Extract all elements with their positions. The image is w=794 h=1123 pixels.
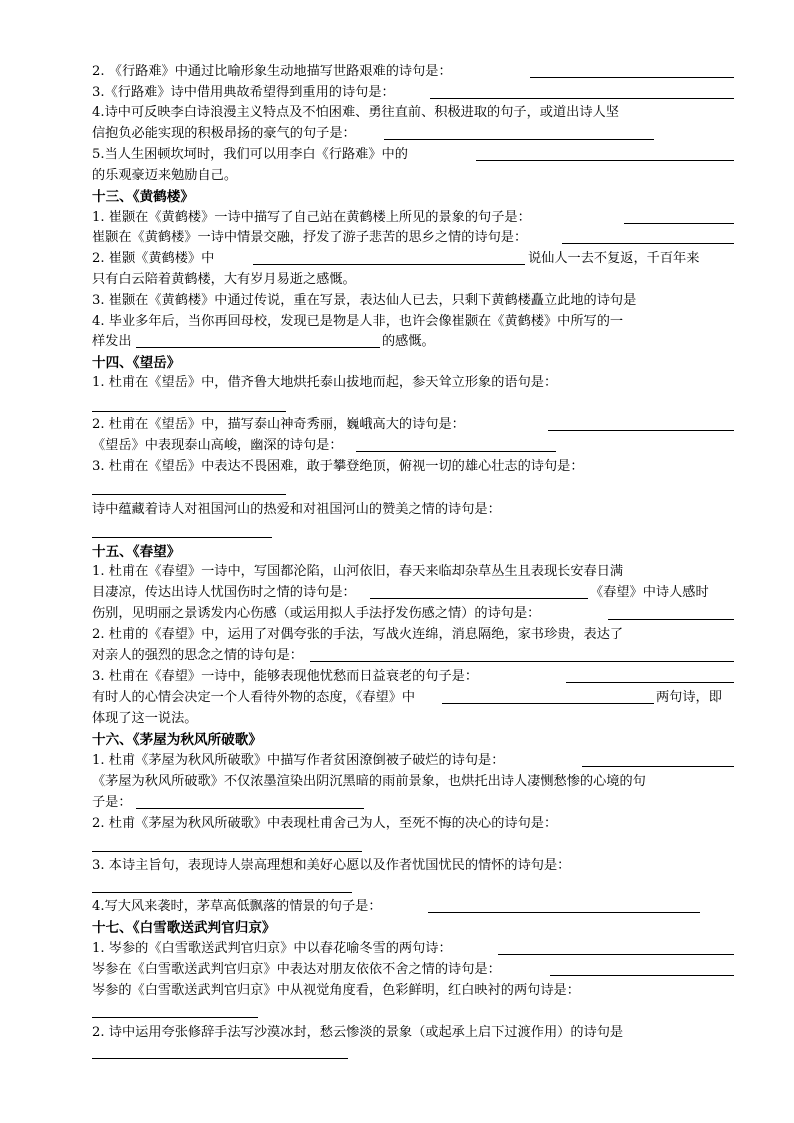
answer-blank[interactable] xyxy=(92,493,286,495)
question-text: 目凄凉，传达出诗人忧国伤时之情的诗句是： xyxy=(92,585,356,600)
question-text: 2. 杜甫的《春望》中，运用了对偶夸张的手法，写战火连绵，消息隔绝，家书珍贵，表达了 xyxy=(92,627,624,642)
answer-blank[interactable] xyxy=(548,429,734,431)
question-text: 2. 诗中运用夸张修辞手法写沙漠冰封，愁云惨淡的景象（或起承上启下过渡作用）的诗句是 xyxy=(92,1025,624,1040)
question-text: 3. 本诗主旨句，表现诗人崇高理想和美好心愿以及作者忧国忧民的情怀的诗句是： xyxy=(92,858,571,873)
question-line xyxy=(92,604,734,624)
question-line xyxy=(92,83,734,103)
answer-blank[interactable] xyxy=(430,97,734,99)
section-title: 十四、《望岳》 xyxy=(92,355,181,371)
question-text: 两句诗，即 xyxy=(656,690,722,705)
question-text: 2. 崔颢《黄鹤楼》中 xyxy=(92,251,215,266)
question-line xyxy=(92,415,734,435)
question-line xyxy=(92,208,734,228)
question-text: 的感慨。 xyxy=(382,334,435,349)
question-line xyxy=(92,62,734,82)
question-line xyxy=(92,103,734,123)
question-text: 3. 杜甫在《春望》一诗中，能够表现他忧愁而日益衰老的句子是： xyxy=(92,669,479,684)
question-text: 子是： xyxy=(92,795,132,810)
question-text: 3.《行路难》诗中借用典故希望得到重用的诗句是： xyxy=(92,85,395,100)
question-line xyxy=(382,332,582,352)
question-line xyxy=(92,939,734,959)
question-line xyxy=(92,500,734,520)
question-line xyxy=(92,457,734,477)
question-line xyxy=(92,291,734,311)
question-text: 《茅屋为秋风所破歌》不仅浓墨渲染出阴沉黑暗的雨前景象，也烘托出诗人凄恻愁惨的心境的句 xyxy=(92,774,646,789)
answer-blank[interactable] xyxy=(428,911,700,913)
question-text: 体现了这一说法。 xyxy=(92,711,198,726)
answer-blank[interactable] xyxy=(356,450,556,452)
question-line xyxy=(92,897,734,917)
question-text: 的乐观豪迈来勉励自己。 xyxy=(92,168,238,183)
section-heading xyxy=(92,187,734,207)
question-text: 1. 杜甫在《春望》一诗中，写国都沦陷，山河依旧，春天来临却杂草丛生且表现长安春日满 xyxy=(92,564,624,579)
section-title: 十三、《黄鹤楼》 xyxy=(92,189,194,205)
question-text: 岑参的《白雪歌送武判官归京》中从视觉角度看，色彩鲜明，红白映衬的两句诗是： xyxy=(92,983,580,998)
question-line xyxy=(92,814,734,834)
question-text: 只有白云陪着黄鹤楼，大有岁月易逝之感慨。 xyxy=(92,272,356,287)
question-text: 《春望》中诗人感时 xyxy=(590,585,709,600)
section-heading xyxy=(92,353,734,373)
question-text: 4.写大风来袭时，茅草高低飘落的情景的句子是： xyxy=(92,899,382,914)
section-heading xyxy=(92,542,734,562)
question-text: 岑参在《白雪歌送武判官归京》中表达对朋友依依不舍之情的诗句是： xyxy=(92,962,501,977)
section-heading xyxy=(92,918,734,938)
answer-blank[interactable] xyxy=(92,536,272,538)
question-text: 有时人的心情会决定一个人看待外物的态度，《春望》中 xyxy=(92,690,416,705)
question-text: 1. 岑参的《白雪歌送武判官归京》中以春花喻冬雪的两句诗： xyxy=(92,941,452,956)
question-line xyxy=(92,709,734,729)
question-line xyxy=(92,960,734,980)
question-text: 《望岳》中表现泰山高峻，幽深的诗句是： xyxy=(92,438,343,453)
answer-blank[interactable] xyxy=(92,891,352,893)
question-line xyxy=(92,270,734,290)
question-line xyxy=(92,145,734,165)
answer-blank[interactable] xyxy=(498,953,734,955)
answer-blank[interactable] xyxy=(253,263,525,265)
question-text: 崔颢在《黄鹤楼》一诗中情景交融，抒发了游子悲苦的思乡之情的诗句是： xyxy=(92,230,528,245)
section-title: 十七、《白雪歌送武判官归京》 xyxy=(92,920,276,936)
answer-blank[interactable] xyxy=(476,159,734,161)
answer-blank[interactable] xyxy=(92,850,362,852)
question-line xyxy=(92,373,734,393)
answer-blank[interactable] xyxy=(442,702,654,704)
answer-blank[interactable] xyxy=(582,765,734,767)
answer-blank[interactable] xyxy=(92,1057,348,1059)
question-line xyxy=(92,856,734,876)
question-text: 诗中蕴藏着诗人对祖国河山的热爱和对祖国河山的赞美之情的诗句是： xyxy=(92,502,501,517)
question-text: 说仙人一去不复返，千百年来 xyxy=(528,251,700,266)
question-line xyxy=(92,646,734,666)
answer-blank[interactable] xyxy=(136,346,380,348)
question-line xyxy=(92,166,734,186)
question-line xyxy=(92,124,734,144)
question-line xyxy=(92,667,734,687)
answer-blank[interactable] xyxy=(92,1016,258,1018)
question-line xyxy=(92,688,734,708)
question-line xyxy=(92,981,734,1001)
question-text: 伤别，见明丽之景诱发内心伤感（或运用拟人手法抒发伤感之情）的诗句是： xyxy=(92,606,541,621)
question-line xyxy=(92,625,734,645)
answer-blank[interactable] xyxy=(370,597,588,599)
answer-blank[interactable] xyxy=(530,76,734,78)
section-heading xyxy=(92,730,734,750)
question-line xyxy=(92,312,734,332)
question-text: 1. 杜甫在《望岳》中，借齐鲁大地烘托泰山拔地而起，参天耸立形象的语句是： xyxy=(92,375,558,390)
question-text: 3. 崔颢在《黄鹤楼》中通过传说，重在写景，表达仙人已去，只剩下黄鹤楼矗立此地的诗句是 xyxy=(92,293,637,308)
question-text: 信抱负必能实现的积极昂扬的豪气的句子是： xyxy=(92,126,356,141)
question-text: 2. 杜甫在《望岳》中，描写泰山神奇秀丽，巍峨高大的诗句是： xyxy=(92,417,465,432)
question-line xyxy=(92,562,734,582)
question-line xyxy=(92,751,734,771)
question-text: 4.诗中可反映李白诗浪漫主义特点及不怕困难、勇往直前、积极进取的句子，或道出诗人坚 xyxy=(92,105,619,120)
question-line xyxy=(92,436,734,456)
question-text: 3. 杜甫在《望岳》中表达不畏困难，敢于攀登绝顶，俯视一切的雄心壮志的诗句是： xyxy=(92,459,584,474)
answer-blank[interactable] xyxy=(310,660,734,662)
question-text: 2. 《行路难》中通过比喻形象生动地描写世路艰难的诗句是： xyxy=(92,64,452,79)
answer-blank[interactable] xyxy=(566,681,734,683)
question-line xyxy=(528,249,734,269)
question-text: 5.当人生困顿坎坷时，我们可以用李白《行路难》中的 xyxy=(92,147,408,162)
question-line xyxy=(92,228,734,248)
question-line xyxy=(656,688,734,708)
question-line xyxy=(92,772,734,792)
question-line xyxy=(92,1023,734,1043)
section-title: 十六、《茅屋为秋风所破歌》 xyxy=(92,732,262,748)
answer-blank[interactable] xyxy=(562,242,734,244)
answer-blank[interactable] xyxy=(92,410,286,412)
answer-blank[interactable] xyxy=(550,974,734,976)
answer-blank[interactable] xyxy=(608,618,734,620)
question-text: 2. 杜甫《茅屋为秋风所破歌》中表现杜甫舍己为人，至死不悔的决心的诗句是： xyxy=(92,816,558,831)
question-line xyxy=(92,793,734,813)
question-line xyxy=(590,583,734,603)
question-text: 样发出 xyxy=(92,334,132,349)
question-text: 4. 毕业多年后，当你再回母校，发现已是物是人非，也许会像崔颢在《黄鹤楼》中所写的一 xyxy=(92,314,624,329)
question-text: 1. 崔颢在《黄鹤楼》一诗中描写了自己站在黄鹤楼上所见的景象的句子是： xyxy=(92,210,531,225)
section-title: 十五、《春望》 xyxy=(92,544,181,560)
question-text: 1. 杜甫《茅屋为秋风所破歌》中描写作者贫困潦倒被子破烂的诗句是： xyxy=(92,753,505,768)
answer-blank[interactable] xyxy=(384,138,654,140)
question-text: 对亲人的强烈的思念之情的诗句是： xyxy=(92,648,303,663)
answer-blank[interactable] xyxy=(136,807,364,809)
answer-blank[interactable] xyxy=(624,222,734,224)
